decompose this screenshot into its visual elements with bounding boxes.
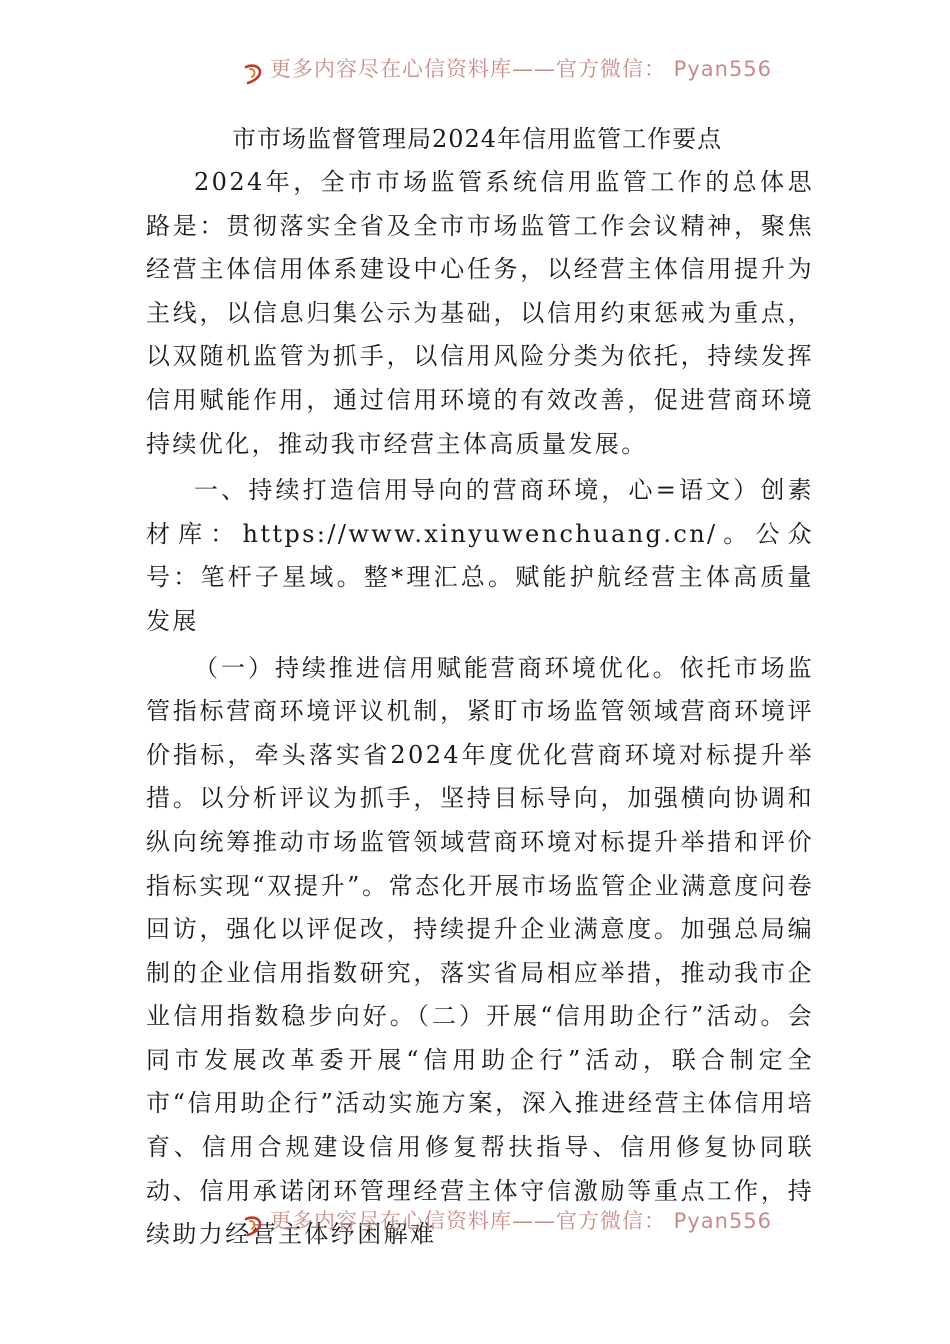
watermark-logo-icon [242, 1215, 264, 1237]
paragraph-overview: 2024年，全市市场监管系统信用监管工作的总体思路是：贯彻落实全省及全市市场监管工作会议精神，聚焦经营主体信用体系建设中心任务，以经营主体信用提升为主线，以信息归集公示为基础，以信用约束惩戒为重点，以双随机监管为抓手，以信用风险分类为依托，持续发挥信用赋能作用，通过信用环境的有效改善，促进营商环境持续优化，推动我市经营主体高质量发展。 [146, 168, 814, 458]
paragraph-subsection-one: （一）持续推进信用赋能营商环境优化。依托市场监管指标营商环境评议机制，紧盯市场监管领域营商环境评价指标，牵头落实省2024年度优化营商环境对标提升举措。以分析评议为抓手，坚持目标导向，加强横向协调和纵向统筹推动市场监管领域营商环境对标提升举措和评价指标实现“双提升”。常态化开展市场监管企业满意度问卷回访，强化以评促改，持续提升企业满意度。加强总局编制的企业信用指数研究，落实省局相应举措，推动我市企业信用指数稳步向好。（二）开展“信用助企行”活动。会同市发展改革委开展“信用助企行”活动，联合制定全市“信用助企行”活动实施方案，深入推进经营主体信用培育、信用合规建设信用修复帮扶指导、信用修复协同联动、信用承诺闭环管理经营主体守信激励等重点工作，持续助力经营主体纾困解难 [146, 653, 814, 1249]
document-title: 市市场监督管理局2024年信用监管工作要点 [232, 125, 723, 153]
footer-watermark [0, 1206, 950, 1246]
paragraph-section-one: 一、持续打造信用导向的营商环境，心=语文）创素材库：https://www.xinyuwenchuang.cn/。公众号：笔杆子星域。整*理汇总。赋能护航经营主体高质量发展 [146, 476, 814, 635]
watermark-logo-icon [242, 63, 264, 85]
document-body [146, 118, 814, 1257]
header-watermark [0, 54, 950, 94]
watermark-text: 更多内容尽在心信资料库——官方微信： Pyan556 [270, 1209, 773, 1233]
watermark-text: 更多内容尽在心信资料库——官方微信： Pyan556 [270, 57, 773, 81]
